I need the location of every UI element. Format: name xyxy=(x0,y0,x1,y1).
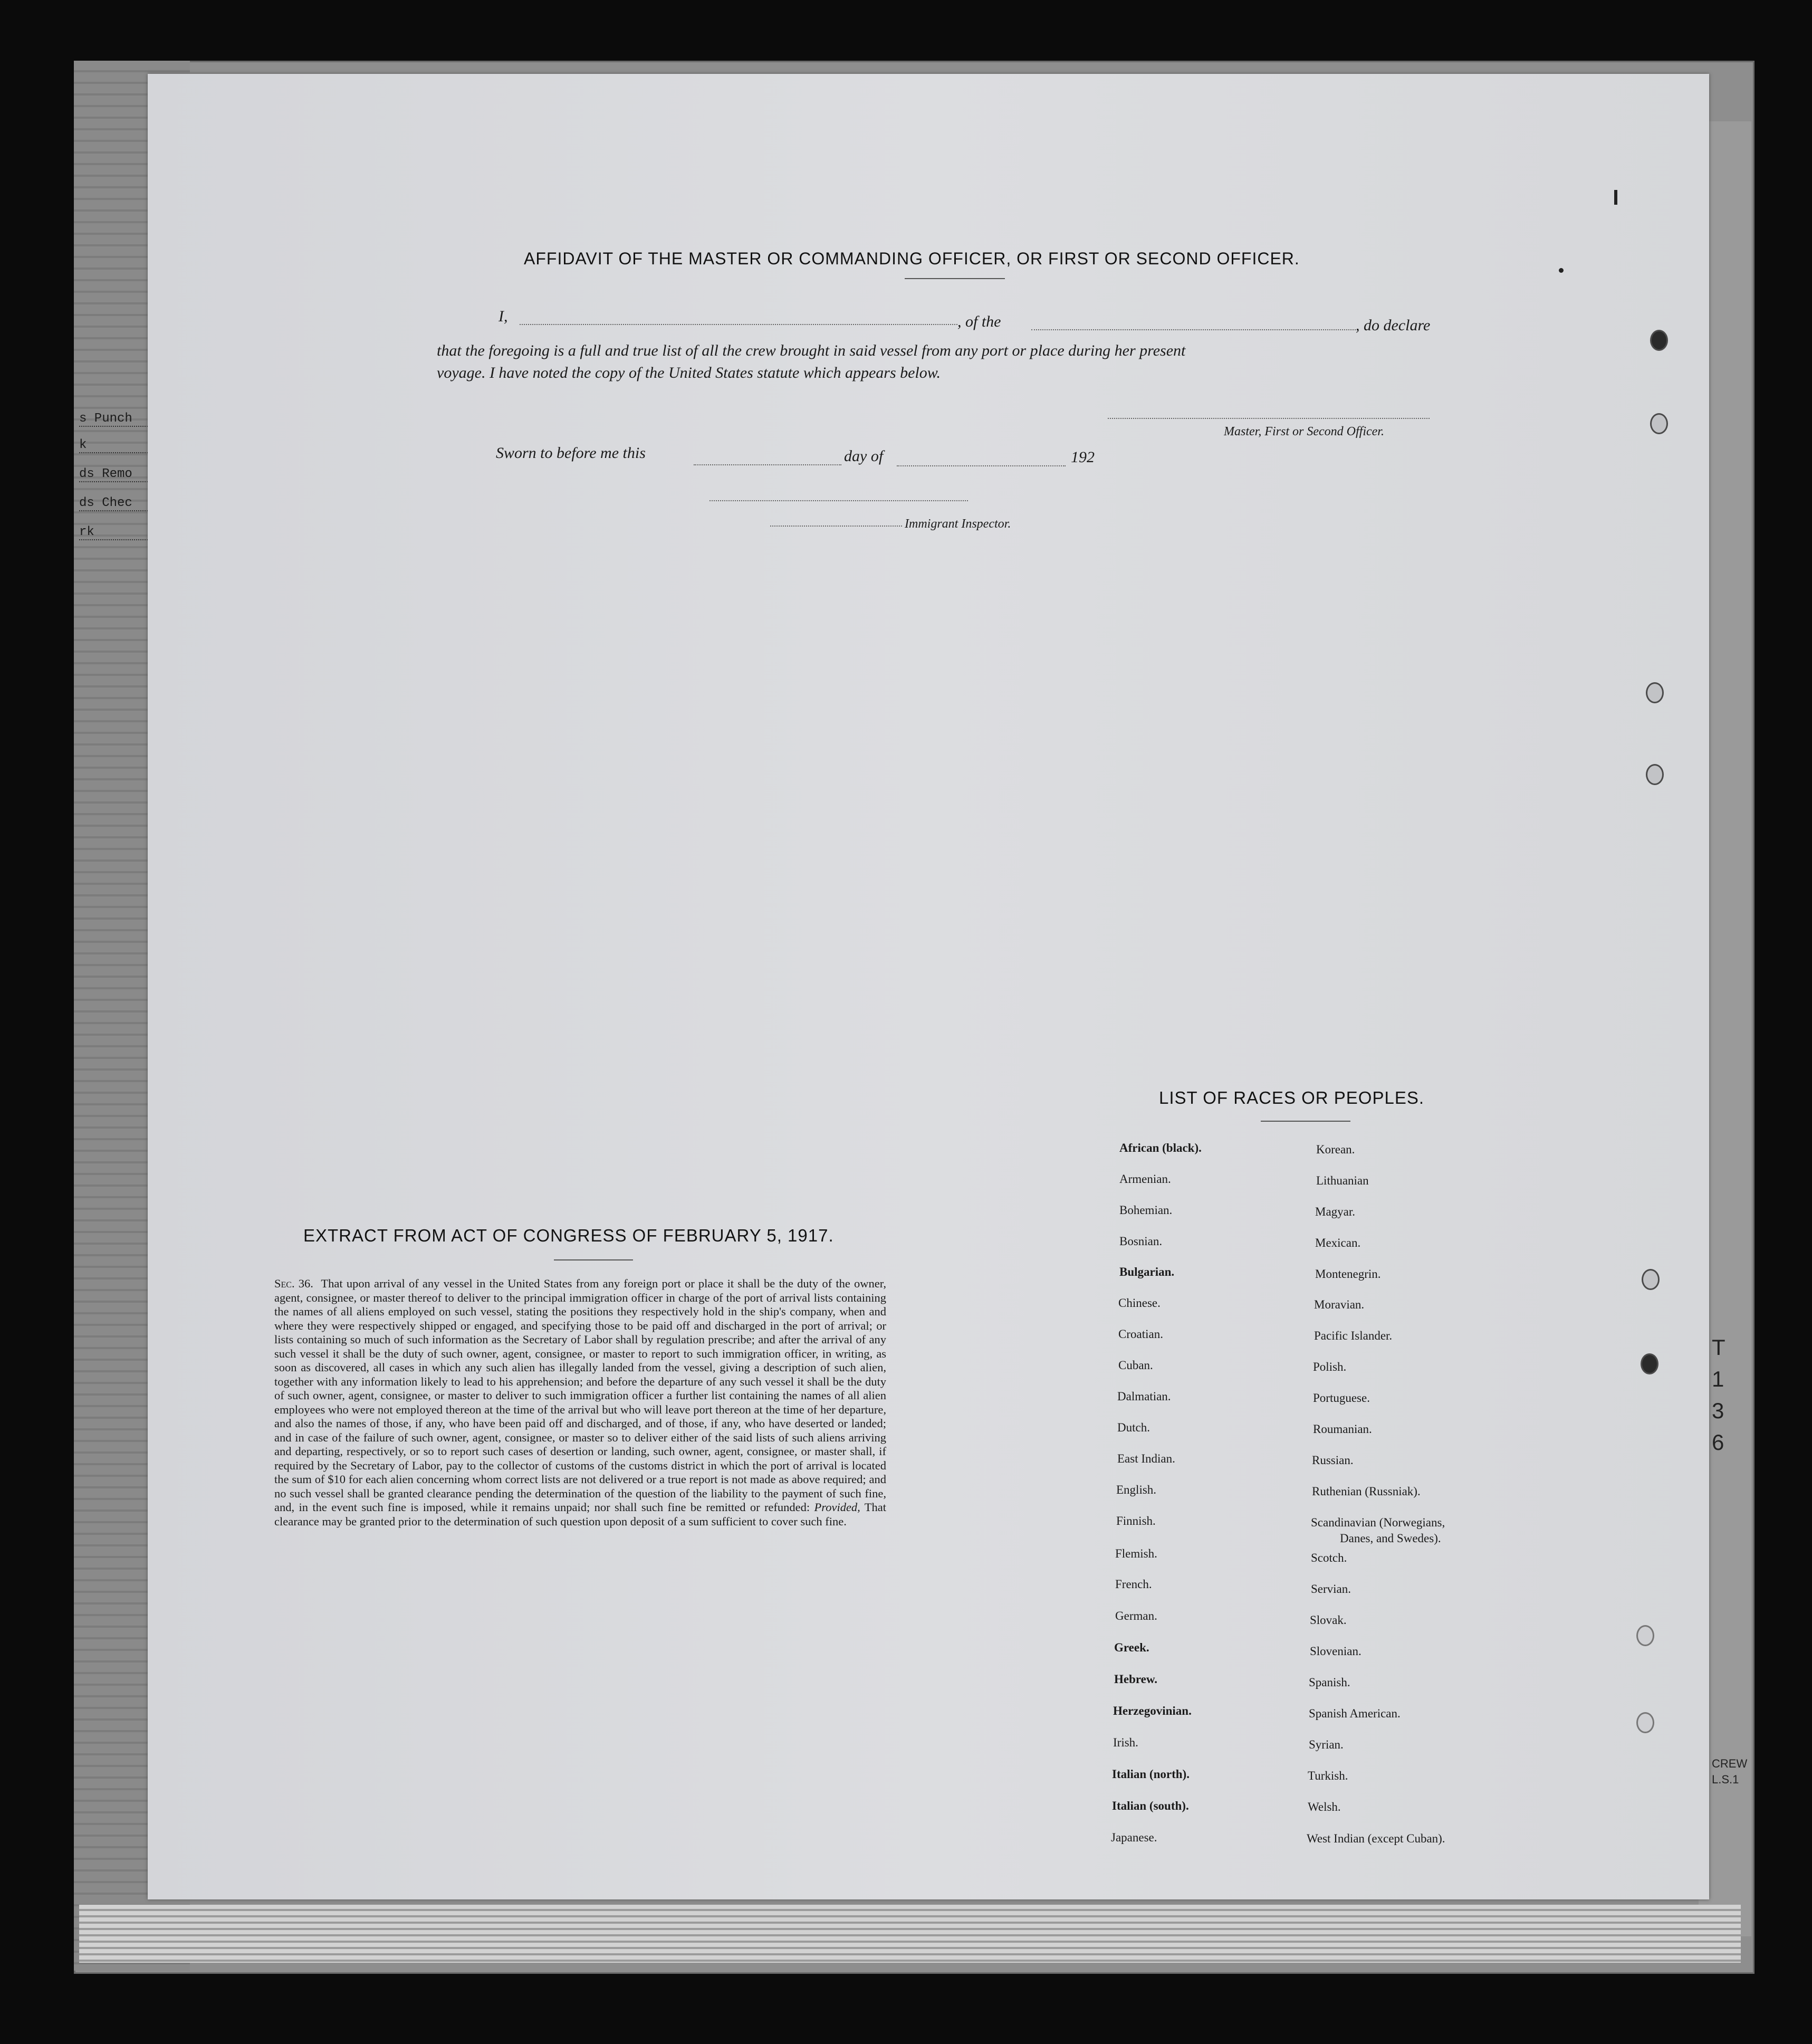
race-item: Roumanian. xyxy=(1313,1422,1372,1436)
race-item: Ruthenian (Russniak). xyxy=(1312,1485,1421,1498)
statute-text xyxy=(274,1277,886,1529)
year-prefix: 192 xyxy=(1071,448,1095,466)
affidavit-line3: voyage. I have noted the copy of the United States statute which appears below. xyxy=(437,364,941,381)
right-edge-char: 3 xyxy=(1712,1398,1724,1423)
ink-mark xyxy=(1559,268,1564,273)
race-item: Finnish. xyxy=(1116,1514,1156,1527)
race-item: Montenegrin. xyxy=(1315,1267,1381,1281)
race-item: Chinese. xyxy=(1118,1296,1161,1310)
affidavit-i: I, xyxy=(498,308,508,325)
race-item: Armenian. xyxy=(1119,1172,1171,1186)
punch-hole xyxy=(1646,764,1664,785)
master-signature-line xyxy=(1108,418,1430,419)
race-item: Italian (south). xyxy=(1112,1799,1189,1812)
race-item: Cuban. xyxy=(1118,1359,1153,1372)
race-item: Bulgarian. xyxy=(1119,1265,1175,1278)
punch-hole xyxy=(1650,413,1668,434)
provided-label: Provided, xyxy=(814,1501,860,1514)
sworn-label: Sworn to before me this xyxy=(496,444,646,462)
section-label: Sec. 36. xyxy=(274,1277,313,1290)
punch-hole xyxy=(1642,1269,1660,1290)
background-bottom-stack xyxy=(79,1905,1741,1963)
affidavit-declare: , do declare xyxy=(1356,317,1431,334)
race-item: English. xyxy=(1116,1483,1157,1496)
race-item: Polish. xyxy=(1313,1360,1347,1373)
punch-hole xyxy=(1650,330,1668,351)
month-blank xyxy=(897,465,1066,466)
left-edge-label: k xyxy=(79,438,148,453)
race-item: African (black). xyxy=(1119,1141,1202,1154)
race-item: Lithuanian xyxy=(1316,1174,1369,1187)
race-item: Spanish. xyxy=(1309,1676,1350,1689)
day-of-label: day of xyxy=(844,447,884,465)
race-item: Moravian. xyxy=(1314,1298,1365,1311)
race-item: Russian. xyxy=(1312,1454,1354,1467)
punch-hole xyxy=(1636,1712,1654,1733)
race-item: Syrian. xyxy=(1309,1738,1344,1751)
name-blank xyxy=(520,324,957,325)
inspector-label: Immigrant Inspector. xyxy=(905,517,1011,531)
race-item: Pacific Islander. xyxy=(1314,1329,1393,1342)
ink-mark xyxy=(1614,190,1617,205)
title-rule xyxy=(905,278,1005,279)
right-edge-char: 6 xyxy=(1712,1430,1724,1455)
race-item: Italian (north). xyxy=(1112,1768,1190,1781)
master-signature-label: Master, First or Second Officer. xyxy=(1224,425,1384,438)
race-item: Magyar. xyxy=(1315,1205,1356,1218)
race-item: Bosnian. xyxy=(1119,1235,1163,1248)
race-item: Irish. xyxy=(1113,1736,1138,1749)
right-edge-stamp: CREW xyxy=(1712,1757,1748,1770)
race-item: Turkish. xyxy=(1308,1769,1348,1782)
race-item: Hebrew. xyxy=(1114,1673,1157,1686)
race-item: Dalmatian. xyxy=(1117,1390,1171,1403)
race-item: Bohemian. xyxy=(1119,1204,1173,1217)
vessel-blank xyxy=(1031,329,1356,330)
race-item: Slovenian. xyxy=(1310,1645,1362,1658)
extract-rule xyxy=(554,1259,633,1260)
inspector-line xyxy=(710,500,968,501)
affidavit-title: AFFIDAVIT OF THE MASTER OR COMMANDING OFFICER, OR FIRST OR SECOND OFFICER. xyxy=(524,249,1300,268)
race-item: Greek. xyxy=(1114,1641,1149,1654)
race-item: German. xyxy=(1115,1609,1157,1622)
left-edge-label: rk xyxy=(79,525,148,540)
race-item: Servian. xyxy=(1311,1582,1351,1596)
statute-body: That upon arrival of any vessel in the United States from any foreign port or place it shall be the duty of the owner, agent, consignee, or master thereof to deliver to the principal immigration officer in charge of the port of arrival lists containing the names of all aliens employed on such vessel, stating the positions they respectively hold in the ship's company, when and where they were respectively shipped or engaged, and specifying those to be paid off and discharged in the port of arrival; or lists containing so much of such information as the Secretary of Labor shall by regulation prescribe; and after the arrival of any such vessel it shall be the duty of such owner, agent, consignee, or master to report to such immigration officer, in writing, as soon as discovered, all cases in which any such alien has illegally landed from the vessel, giving a description of such alien, together with any information likely to lead to his apprehension; and before the departure of any such vessel it shall be the duty of such owner, agent, consignee, or master to deliver to such immigration officer a further list containing the names of all alien employees who were not employed thereon at the time of the arrival but who will leave port thereon at the time of her departure, and also the names of those, if any, who have been paid off and discharged, and of those, if any, who have deserted or landed; and in case of the failure of such owner, agent, consignee, or master so to deliver either of the said lists of such aliens arriving and departing, respectively, or so to report such cases of desertion or landing, such owner, agent, consignee, or master shall, if required by the Secretary of Labor, pay to the collector of customs of the customs district in which the port of arrival is located the sum of $10 for each alien concerning whom correct lists are not delivered or a true report is not made as above required; and no such vessel shall be granted clearance pending the determination of the question of the liability to the payment of such fine, and, in the event such fine is imposed, while it remains unpaid; nor shall such fine be remitted or refunded: xyxy=(274,1277,887,1514)
race-item: Welsh. xyxy=(1308,1800,1341,1813)
statute-body-2: That clearance may be granted prior to the determination of such question upon deposit of a sum sufficient to cover such fine. xyxy=(274,1501,887,1528)
extract-title: EXTRACT FROM ACT OF CONGRESS OF FEBRUARY 5, 1917. xyxy=(303,1226,834,1245)
race-item: Croatian. xyxy=(1118,1327,1163,1341)
race-item: West Indian (except Cuban). xyxy=(1307,1832,1445,1845)
race-item: Flemish. xyxy=(1115,1547,1157,1560)
right-edge-char: T xyxy=(1712,1335,1725,1360)
race-item: Slovak. xyxy=(1310,1613,1347,1627)
race-item: Spanish American. xyxy=(1309,1707,1401,1720)
punch-hole xyxy=(1636,1625,1654,1646)
race-item: Danes, and Swedes). xyxy=(1340,1532,1441,1545)
race-item: Mexican. xyxy=(1315,1236,1361,1249)
inspector-line-2 xyxy=(770,526,902,527)
punch-hole xyxy=(1641,1353,1658,1374)
race-item: Scandinavian (Norwegians, xyxy=(1311,1516,1445,1529)
race-item: Portuguese. xyxy=(1313,1391,1370,1405)
races-rule xyxy=(1261,1121,1350,1122)
race-item: East Indian. xyxy=(1117,1452,1175,1465)
affidavit-line2: that the foregoing is a full and true list of all the crew brought in said vessel from any port or place during her present xyxy=(437,342,1186,359)
right-edge-stamp: L.S.1 xyxy=(1712,1773,1739,1786)
punch-hole xyxy=(1646,682,1664,703)
sworn-day-blank xyxy=(694,464,841,465)
affidavit-of-the: , of the xyxy=(957,313,1001,330)
race-item: Dutch. xyxy=(1117,1421,1150,1434)
race-item: Scotch. xyxy=(1311,1551,1347,1564)
races-title: LIST OF RACES OR PEOPLES. xyxy=(1159,1088,1425,1107)
race-item: Japanese. xyxy=(1111,1831,1157,1844)
left-edge-label: ds Remo xyxy=(79,467,148,482)
right-edge-char: 1 xyxy=(1712,1367,1724,1391)
left-edge-label: s Punch xyxy=(79,412,148,427)
race-item: French. xyxy=(1115,1578,1152,1591)
race-item: Korean. xyxy=(1316,1143,1355,1156)
left-edge-label: ds Chec xyxy=(79,496,148,511)
race-item: Herzegovinian. xyxy=(1113,1704,1192,1717)
